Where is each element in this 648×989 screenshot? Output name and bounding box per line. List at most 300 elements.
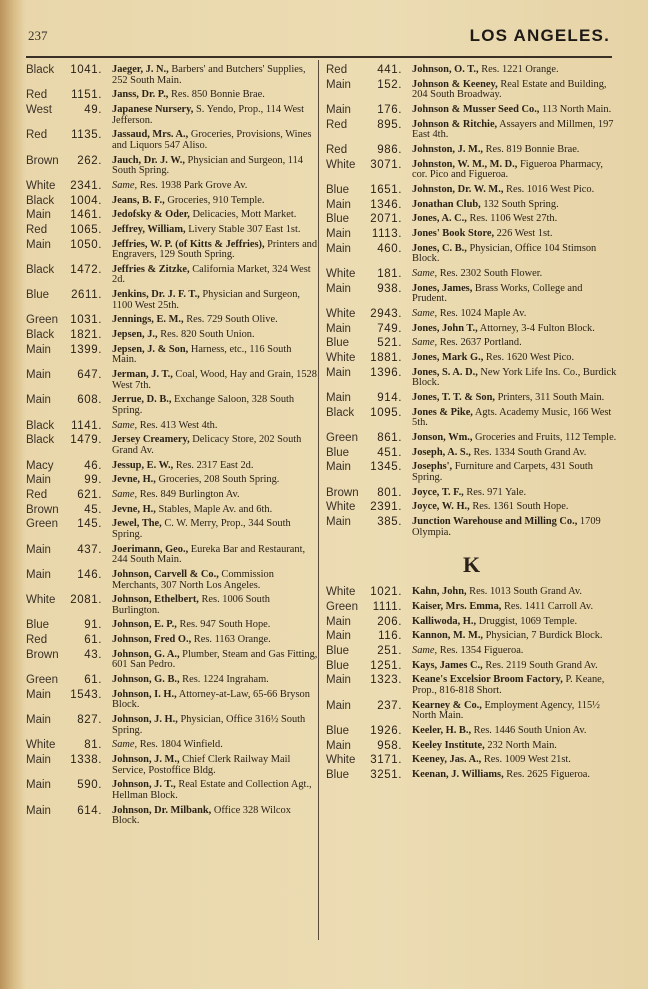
listing-name: Jones, James, [412, 282, 473, 294]
exchange-name: White [26, 739, 56, 752]
listing-name: Jeans, B. F., [112, 194, 165, 206]
listing-text [112, 489, 318, 501]
listing-details: Res. 2317 East 2d. [173, 459, 254, 471]
exchange-name: Blue [326, 768, 350, 781]
listing-details: Brass Works, College and Prudent. [412, 282, 583, 305]
listing-text [112, 264, 318, 286]
listing-name: Same, [412, 267, 438, 279]
directory-entry [326, 754, 618, 766]
directory-entry [26, 754, 318, 776]
exchange-name: Red [326, 143, 348, 156]
directory-entry [26, 64, 318, 86]
listing-text [112, 195, 318, 207]
listing-name: Jones' Book Store, [412, 227, 495, 239]
phone-number: 521. [377, 337, 402, 350]
listing-text [112, 594, 318, 616]
exchange-name: Red [26, 634, 48, 647]
directory-entry [326, 586, 618, 598]
listing-name: Johnson, Fred O., [112, 634, 192, 646]
listing-text [412, 516, 618, 538]
phone-number: 1041. [70, 64, 102, 76]
phone-number: 1881. [370, 351, 402, 364]
listing-text [412, 461, 618, 483]
phone-number: 146. [77, 568, 102, 581]
listing-name: Johnson, J. T., [112, 779, 176, 791]
listing-name: Jewel, The, [112, 518, 162, 530]
exchange-name: Blue [326, 644, 350, 657]
listing-details: Physician and Surgeon, 114 South Spring. [112, 154, 303, 177]
listing-text [412, 199, 618, 211]
listing-text [112, 674, 318, 686]
listing-name: Kays, James C., [412, 659, 483, 671]
listing-details: Res. 1620 West Pico. [483, 351, 575, 363]
listing-text [112, 714, 318, 736]
listing-details: Res. 1411 Carroll Av. [501, 600, 594, 612]
left-column [26, 64, 318, 830]
listing-text [112, 394, 318, 416]
directory-entry [326, 616, 618, 628]
phone-number: 152. [377, 78, 402, 91]
listing-details: Real Estate and Building, 204 South Broadway. [412, 78, 607, 101]
exchange-name: Black [26, 329, 55, 342]
listing-details: Coal, Wood, Hay and Grain, 1528 West 7th. [112, 369, 317, 391]
exchange-name: White [26, 179, 56, 192]
listing-text [112, 369, 318, 391]
directory-entry [26, 569, 318, 591]
listing-text [112, 739, 318, 751]
listing-text [412, 308, 618, 320]
listing-text [112, 569, 318, 591]
listing-text [412, 645, 618, 657]
phone-number: 451. [377, 446, 402, 459]
phone-number: 3071. [370, 158, 402, 171]
listing-details: Livery Stable 307 East 1st. [185, 223, 301, 235]
listing-details: Printers, 311 South Main. [494, 391, 605, 403]
column-divider [318, 60, 319, 940]
phone-number: 1345. [370, 461, 402, 474]
exchange-name: Black [26, 419, 55, 432]
phone-number: 2391. [370, 501, 402, 514]
exchange-name: Main [26, 543, 51, 556]
listing-name: Johnson, G. A., [112, 648, 180, 660]
phone-number: 958. [377, 739, 402, 752]
listing-details: Res. 1804 Winfield. [137, 739, 223, 751]
phone-number: 49. [84, 103, 102, 116]
listing-name: Johnson & Musser Seed Co., [412, 103, 540, 115]
listing-name: Jenkins, Dr. J. F. T., [112, 289, 200, 301]
listing-name: Jones, T. T. & Son, [412, 391, 495, 403]
directory-entry [26, 104, 318, 126]
listing-name: Johnston, Dr. W. M., [412, 183, 504, 195]
phone-number: 1926. [370, 724, 402, 737]
listing-text [112, 289, 318, 311]
listing-text [112, 544, 318, 566]
phone-number: 986. [377, 143, 402, 156]
directory-entry [326, 674, 618, 696]
listing-name: Jeffrey, William, [112, 223, 186, 235]
listing-name: Johnston, W. M., M. D., [412, 158, 518, 170]
phone-number: 45. [84, 503, 102, 516]
listing-name: Same, [112, 419, 138, 431]
listing-name: Same, [112, 179, 138, 191]
phone-number: 1151. [71, 89, 102, 102]
phone-number: 437. [77, 543, 102, 556]
directory-entry [26, 674, 318, 686]
listing-name: Joerimann, Geo., [112, 543, 189, 555]
exchange-name: Main [326, 739, 351, 752]
directory-entry [26, 460, 318, 472]
phone-number: 2341. [70, 179, 102, 192]
listing-details: Groceries and Fruits, 112 Temple. [472, 431, 617, 443]
directory-entry [26, 739, 318, 751]
listing-details: Res. 971 Yale. [463, 486, 527, 498]
exchange-name: White [326, 351, 356, 364]
exchange-name: Main [26, 779, 51, 792]
phone-number: 914. [377, 391, 402, 404]
listing-details: Barbers' and Butchers' Supplies, 252 South Main. [112, 64, 306, 86]
phone-number: 61. [84, 674, 102, 687]
directory-entry [326, 337, 618, 349]
exchange-name: White [326, 586, 356, 599]
exchange-name: Main [326, 515, 351, 528]
exchange-name: Main [26, 568, 51, 581]
directory-entry [326, 352, 618, 364]
phone-number: 614. [77, 804, 102, 817]
listing-name: Kearney & Co., [412, 699, 482, 711]
listing-text [112, 420, 318, 432]
listing-text [412, 79, 618, 101]
listing-text [412, 487, 618, 499]
exchange-name: White [326, 158, 356, 171]
listing-details: P. Keane, Prop., 816-818 Short. [412, 674, 605, 696]
listing-name: Johnson, Ethelbert, [112, 594, 199, 606]
directory-entry [26, 594, 318, 616]
listing-details: Res. 1334 South Grand Av. [470, 446, 587, 458]
listing-name: Jones, A. C., [412, 213, 467, 225]
listing-name: Keeney, Jas. A., [412, 754, 482, 766]
directory-entry [26, 344, 318, 366]
exchange-name: Blue [326, 724, 350, 737]
exchange-name: Main [26, 343, 51, 356]
listing-details: Res. 2119 South Grand Av. [482, 659, 598, 671]
listing-details: Stables, Maple Av. and 6th. [155, 503, 273, 515]
exchange-name: Main [326, 366, 351, 379]
listing-name: Johnson & Ritchie, [412, 118, 498, 130]
phone-number: 61. [84, 634, 102, 647]
page-header [26, 28, 610, 48]
listing-details: C. W. Merry, Prop., 344 South Spring. [112, 518, 291, 540]
listing-details: Res. 820 South Union. [157, 329, 255, 341]
listing-details: Res. 1938 Park Grove Av. [137, 179, 248, 191]
phone-number: 2071. [370, 213, 402, 226]
directory-entry [326, 323, 618, 335]
phone-number: 251. [377, 644, 402, 657]
phone-number: 2943. [370, 307, 402, 320]
exchange-name: Brown [26, 503, 59, 516]
phone-number: 46. [84, 459, 102, 472]
listing-details: Res. 1446 South Union Av. [471, 724, 587, 736]
directory-entry [326, 119, 618, 141]
phone-number: 1651. [370, 183, 402, 196]
listing-details: Res. 1106 West 27th. [466, 213, 558, 225]
listing-name: Jones & Pike, [412, 406, 473, 418]
exchange-name: Red [26, 129, 48, 142]
listing-details: 232 North Main. [484, 739, 557, 751]
listing-name: Same, [112, 739, 138, 751]
listing-details: Plumber, Steam and Gas Fitting, 601 San Pedro. [112, 648, 318, 671]
listing-text [112, 209, 318, 221]
exchange-name: White [326, 501, 356, 514]
exchange-name: Green [26, 518, 58, 531]
listing-text [412, 586, 618, 598]
listing-text [412, 104, 618, 116]
listing-name: Same, [412, 644, 438, 656]
listing-text [112, 474, 318, 486]
exchange-name: Main [326, 103, 351, 116]
listing-name: Keeler, H. B., [412, 724, 472, 736]
listing-details: California Market, 324 West 2d. [112, 263, 311, 286]
listing-details: Exchange Saloon, 328 South Spring. [112, 394, 295, 416]
listing-details: Res. 1006 South Burlington. [112, 594, 270, 616]
exchange-name: White [326, 754, 356, 767]
listing-details: Commission Merchants, 307 North Los Angeles. [112, 568, 274, 591]
listing-details: Res. 413 West 4th. [137, 419, 218, 431]
directory-entry [326, 630, 618, 642]
phone-number: 181. [377, 267, 402, 280]
listing-details: Attorney-at-Law, 65-66 Bryson Block. [112, 688, 310, 711]
listing-text [412, 144, 618, 156]
listing-text [412, 283, 618, 305]
listing-text [412, 323, 618, 335]
exchange-name: Brown [326, 486, 359, 499]
listing-details: Delicacy Store, 202 South Grand Av. [112, 434, 302, 456]
listing-name: Jonson, Wm., [412, 431, 473, 443]
exchange-name: Macy [26, 459, 54, 472]
listing-text [112, 619, 318, 631]
phone-number: 237. [377, 699, 402, 712]
page-number: 237 [28, 28, 48, 43]
listing-details: Assayers and Millmen, 197 East 4th. [412, 118, 614, 141]
phone-number: 1141. [71, 419, 102, 432]
directory-entry [326, 407, 618, 429]
phone-number: 99. [84, 474, 102, 487]
listing-text [112, 104, 318, 126]
directory-entry [326, 308, 618, 320]
phone-number: 206. [377, 615, 402, 628]
exchange-name: Main [326, 227, 351, 240]
directory-entry [326, 213, 618, 225]
exchange-name: Green [326, 600, 358, 613]
listing-details: Res. 1361 South Hope. [469, 501, 569, 513]
exchange-name: Blue [326, 213, 350, 226]
exchange-name: Black [26, 434, 55, 447]
directory-entry [26, 689, 318, 711]
listing-details: Physician, 7 Burdick Block. [483, 630, 603, 642]
listing-name: Johnston, J. M., [412, 143, 484, 155]
exchange-name: Green [26, 314, 58, 327]
listing-text [412, 268, 618, 280]
phone-number: 861. [377, 431, 402, 444]
listing-text [412, 337, 618, 349]
directory-entry [326, 516, 618, 538]
directory-entry [26, 195, 318, 207]
listing-name: Jepsen, J. & Son, [112, 343, 189, 355]
listing-text [412, 243, 618, 265]
listing-name: Josephs', [412, 461, 453, 473]
listing-details: Groceries, Provisions, Wines and Liquors 547 Aliso. [112, 129, 312, 151]
listing-name: Johnson, E. P., [112, 619, 177, 631]
listing-name: Jones, C. B., [412, 242, 467, 254]
phone-number: 176. [377, 103, 402, 116]
listing-details: Res. 819 Bonnie Brae. [483, 143, 580, 155]
listing-text [412, 700, 618, 722]
listing-text [112, 805, 318, 827]
listing-details: Attorney, 3-4 Fulton Block. [477, 322, 595, 334]
phone-number: 590. [77, 779, 102, 792]
exchange-name: Blue [26, 619, 50, 632]
listing-text [412, 447, 618, 459]
exchange-name: Main [326, 615, 351, 628]
directory-entry [26, 224, 318, 236]
listing-details: Res. 947 South Hope. [176, 619, 271, 631]
phone-number: 3251. [370, 768, 402, 781]
listing-name: Jerrue, D. B., [112, 394, 172, 406]
directory-entry [26, 329, 318, 341]
listing-details: Groceries, 208 South Spring. [155, 474, 280, 486]
phone-number: 1251. [370, 659, 402, 672]
listing-text [412, 392, 618, 404]
listing-text [412, 64, 618, 76]
listing-name: Keeley Institute, [412, 739, 485, 751]
listing-name: Joseph, A. S., [412, 446, 471, 458]
listing-text [412, 352, 618, 364]
listing-details: Physician, Office 104 Stimson Block. [412, 242, 597, 265]
listing-text [412, 213, 618, 225]
listing-details: S. Yendo, Prop., 114 West Jefferson. [112, 103, 304, 126]
phone-number: 1111. [372, 600, 402, 613]
phone-number: 647. [77, 369, 102, 382]
phone-number: 385. [377, 515, 402, 528]
listing-details: Res. 2637 Portland. [437, 337, 522, 349]
listing-text [412, 660, 618, 672]
phone-number: 1095. [370, 406, 402, 419]
directory-entry [26, 649, 318, 671]
right-column [326, 64, 618, 784]
phone-number: 1338. [70, 754, 102, 767]
phone-number: 1031. [70, 314, 102, 327]
directory-entry [26, 504, 318, 516]
directory-entry [26, 544, 318, 566]
listing-text [112, 64, 318, 86]
listing-text [412, 769, 618, 781]
exchange-name: Brown [26, 154, 59, 167]
listing-name: Keane's Excelsior Broom Factory, [412, 674, 563, 686]
listing-text [412, 740, 618, 752]
phone-number: 1821. [70, 329, 102, 342]
listing-text [412, 159, 618, 181]
phone-number: 608. [77, 394, 102, 407]
listing-name: Jennings, E. M., [112, 314, 184, 326]
directory-entry [326, 199, 618, 211]
listing-details: Res. 2625 Figueroa. [503, 768, 590, 780]
listing-text [412, 501, 618, 513]
exchange-name: Blue [326, 337, 350, 350]
listing-details: 132 South Spring. [480, 198, 559, 210]
exchange-name: Blue [326, 446, 350, 459]
section-letter-k: K [462, 552, 482, 578]
exchange-name: Red [26, 223, 48, 236]
directory-entry [26, 180, 318, 192]
listing-name: Jauch, Dr. J. W., [112, 154, 185, 166]
listing-name: Jeffries, W. P. (of Kitts & Jeffries), [112, 238, 265, 250]
directory-entry [26, 289, 318, 311]
exchange-name: Main [326, 391, 351, 404]
listing-text [412, 367, 618, 389]
directory-entry [326, 487, 618, 499]
exchange-name: Main [26, 804, 51, 817]
listing-name: Jones, S. A. D., [412, 366, 478, 378]
listing-details: Res. 1221 Orange. [478, 64, 559, 75]
running-title: LOS ANGELES. [469, 26, 610, 45]
listing-text [412, 601, 618, 613]
listing-text [412, 407, 618, 429]
phone-number: 1135. [71, 129, 102, 142]
directory-entry [26, 420, 318, 432]
listing-text [112, 314, 318, 326]
directory-entry [326, 660, 618, 672]
directory-entry [326, 700, 618, 722]
exchange-name: Black [26, 263, 55, 276]
exchange-name: Main [26, 714, 51, 727]
exchange-name: Main [26, 369, 51, 382]
directory-entry [26, 518, 318, 540]
exchange-name: Main [26, 394, 51, 407]
phone-number: 2611. [71, 289, 102, 302]
listing-text [112, 779, 318, 801]
exchange-name: Main [326, 674, 351, 687]
directory-entry [326, 159, 618, 181]
exchange-name: Brown [26, 648, 59, 661]
listing-details: Res. 850 Bonnie Brae. [168, 89, 265, 101]
listing-details: New York Life Ins. Co., Burdick Block. [412, 366, 617, 389]
listing-text [112, 518, 318, 540]
listing-details: Harness, etc., 116 South Main. [112, 343, 292, 366]
listing-text [112, 754, 318, 776]
listing-text [112, 460, 318, 472]
directory-entry [26, 474, 318, 486]
directory-entry [326, 184, 618, 196]
listing-details: Res. 1354 Figueroa. [437, 644, 524, 656]
exchange-name: Main [326, 242, 351, 255]
listing-text [112, 129, 318, 151]
listing-name: Kaiser, Mrs. Emma, [412, 600, 502, 612]
header-rule [26, 56, 612, 58]
listing-text [112, 180, 318, 192]
listing-name: Jessup, E. W., [112, 459, 174, 471]
directory-entry [26, 239, 318, 261]
listing-text [112, 634, 318, 646]
listing-text [412, 674, 618, 696]
phone-number: 1399. [70, 343, 102, 356]
exchange-name: Main [26, 238, 51, 251]
listing-text [412, 184, 618, 196]
listing-name: Jedofsky & Oder, [112, 209, 190, 221]
listing-details: Res. 1016 West Pico. [503, 183, 595, 195]
exchange-name: Main [326, 461, 351, 474]
listing-details: Furniture and Carpets, 431 South Spring. [412, 461, 593, 483]
listing-details: 113 North Main. [539, 103, 612, 115]
listing-name: Joyce, W. H., [412, 501, 470, 513]
